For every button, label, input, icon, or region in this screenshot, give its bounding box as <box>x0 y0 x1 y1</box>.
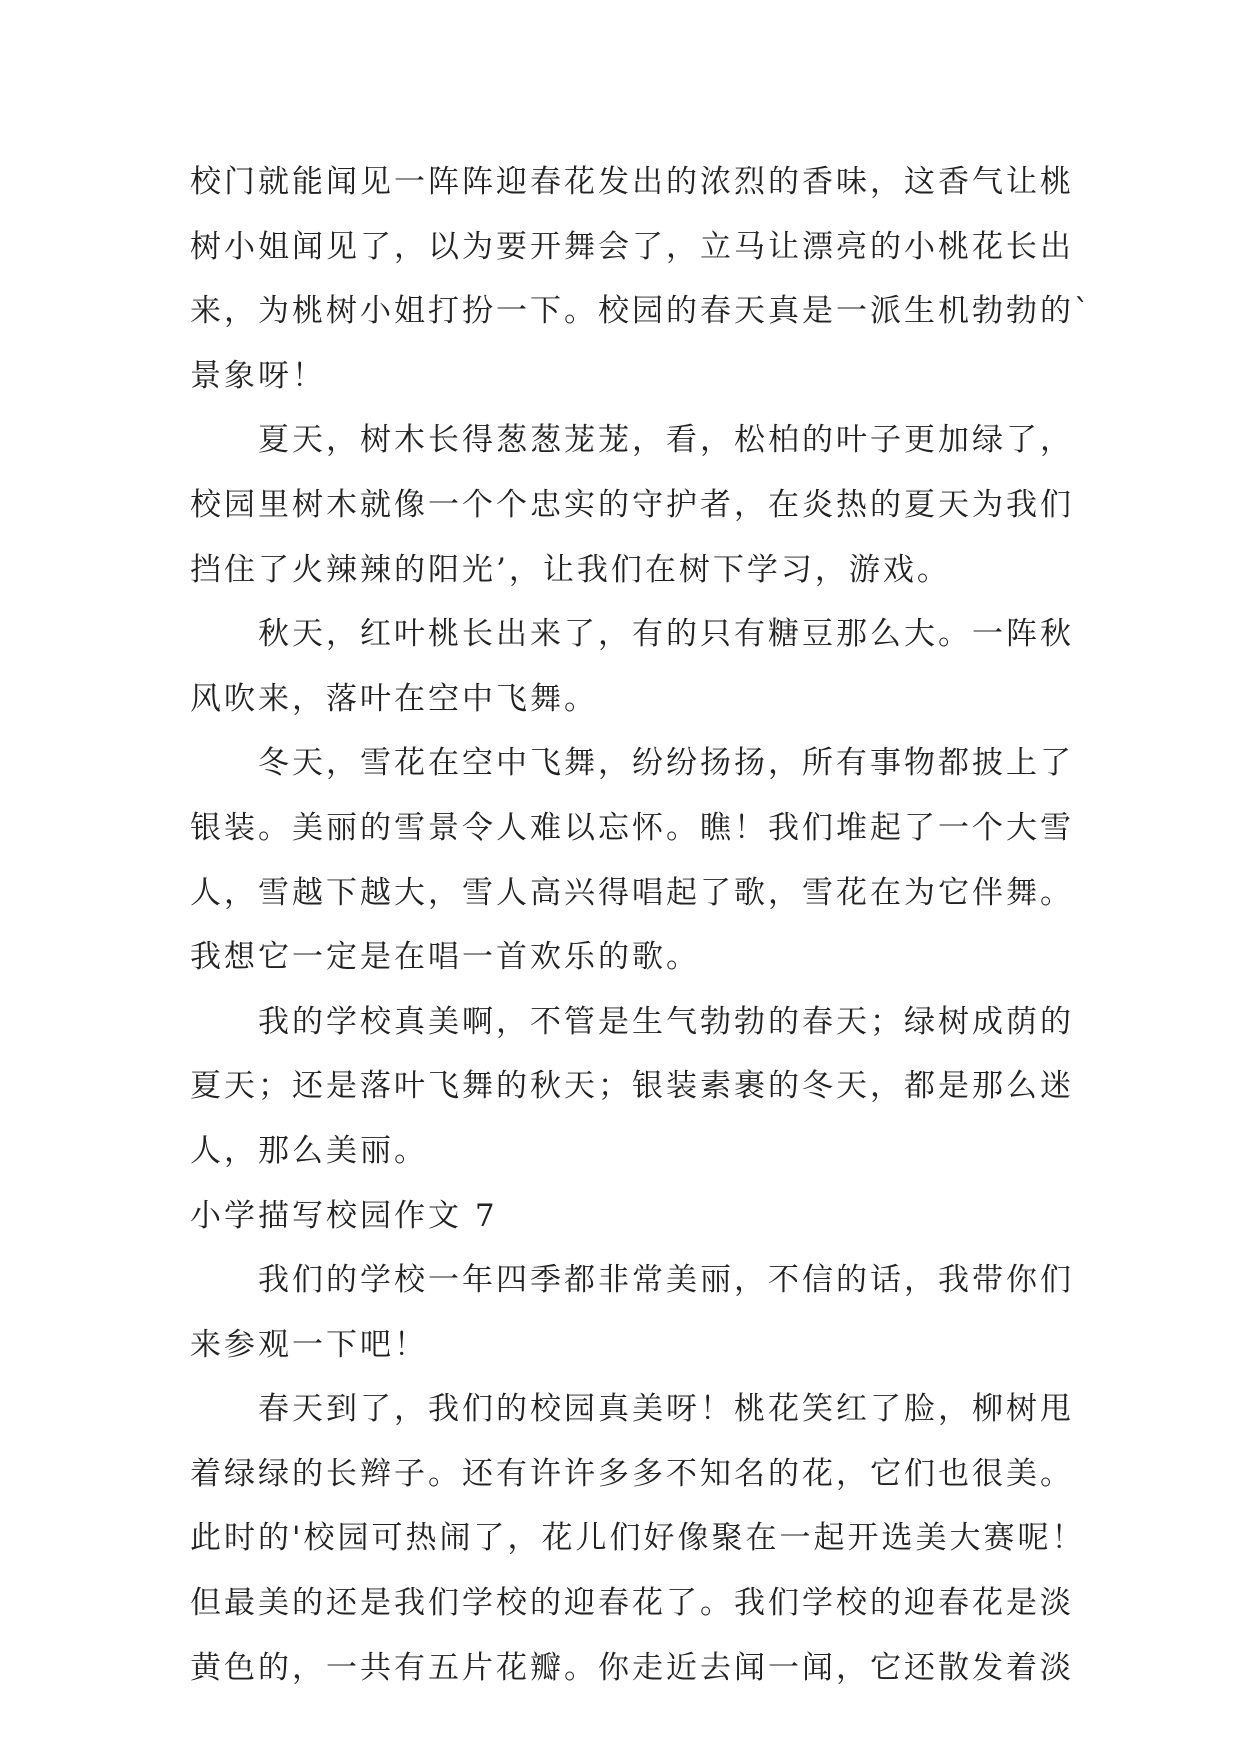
text-line: 黄色的，一共有五片花瓣。你走近去闻一闻，它还散发着淡 <box>190 1649 1074 1686</box>
document-body <box>190 150 1093 1700</box>
text-line: 校园里树木就像一个个忠实的守护者，在炎热的夏天为我们 <box>190 486 1074 523</box>
text-line: 但最美的还是我们学校的迎春花了。我们学校的迎春花是淡 <box>190 1585 1074 1622</box>
text-line: 人，雪越下越大，雪人高兴得唱起了歌，雪花在为它伴舞。 <box>190 874 1074 911</box>
paragraph-first-line: 夏天，树木长得葱葱茏茏，看，松柏的叶子更加绿了， <box>258 422 1074 459</box>
text-line: 此时的'校园可热闹了，花儿们好像聚在一起开选美大赛呢！ <box>190 1520 1086 1557</box>
text-line: 校门就能闻见一阵阵迎春花发出的浓烈的香味，这香气让桃 <box>190 164 1074 200</box>
text-line: 景象呀！ <box>190 357 326 394</box>
paragraph-first-line: 秋天，红叶桃长出来了，有的只有糖豆那么大。一阵秋 <box>258 616 1074 653</box>
paragraph-first-line: 春天到了，我们的校园真美呀！桃花笑红了脸，柳树甩 <box>258 1391 1074 1428</box>
paragraph-first-line: 冬天，雪花在空中飞舞，纷纷扬扬，所有事物都披上了 <box>258 745 1074 782</box>
text-line: 来参观一下吧！ <box>190 1326 428 1363</box>
text-line: 银装。美丽的雪景令人难以忘怀。瞧！我们堆起了一个大雪 <box>190 809 1074 846</box>
text-line: 树小姐闻见了，以为要开舞会了，立马让漂亮的小桃花长出 <box>190 228 1074 265</box>
paragraph-first-line: 我的学校真美啊，不管是生气勃勃的春天；绿树成荫的 <box>258 1003 1074 1040</box>
section-heading: 小学描写校园作文 7 <box>190 1197 498 1234</box>
text-line: 风吹来，落叶在空中飞舞。 <box>190 680 598 717</box>
text-line: 来，为桃树小姐打扮一下。校园的春天真是一派生机勃勃的` <box>190 293 1093 330</box>
text-line: 夏天；还是落叶飞舞的秋天；银装素裹的冬天，都是那么迷 <box>190 1068 1074 1105</box>
paragraph-first-line: 我们的学校一年四季都非常美丽，不信的话，我带你们 <box>258 1262 1074 1299</box>
text-line: 我想它一定是在唱一首欢乐的歌。 <box>190 939 700 976</box>
text-line: 挡住了火辣辣的阳光’，让我们在树下学习，游戏。 <box>190 551 951 588</box>
text-line: 人，那么美丽。 <box>190 1132 428 1169</box>
text-line: 着绿绿的长辫子。还有许许多多不知名的花，它们也很美。 <box>190 1455 1074 1492</box>
